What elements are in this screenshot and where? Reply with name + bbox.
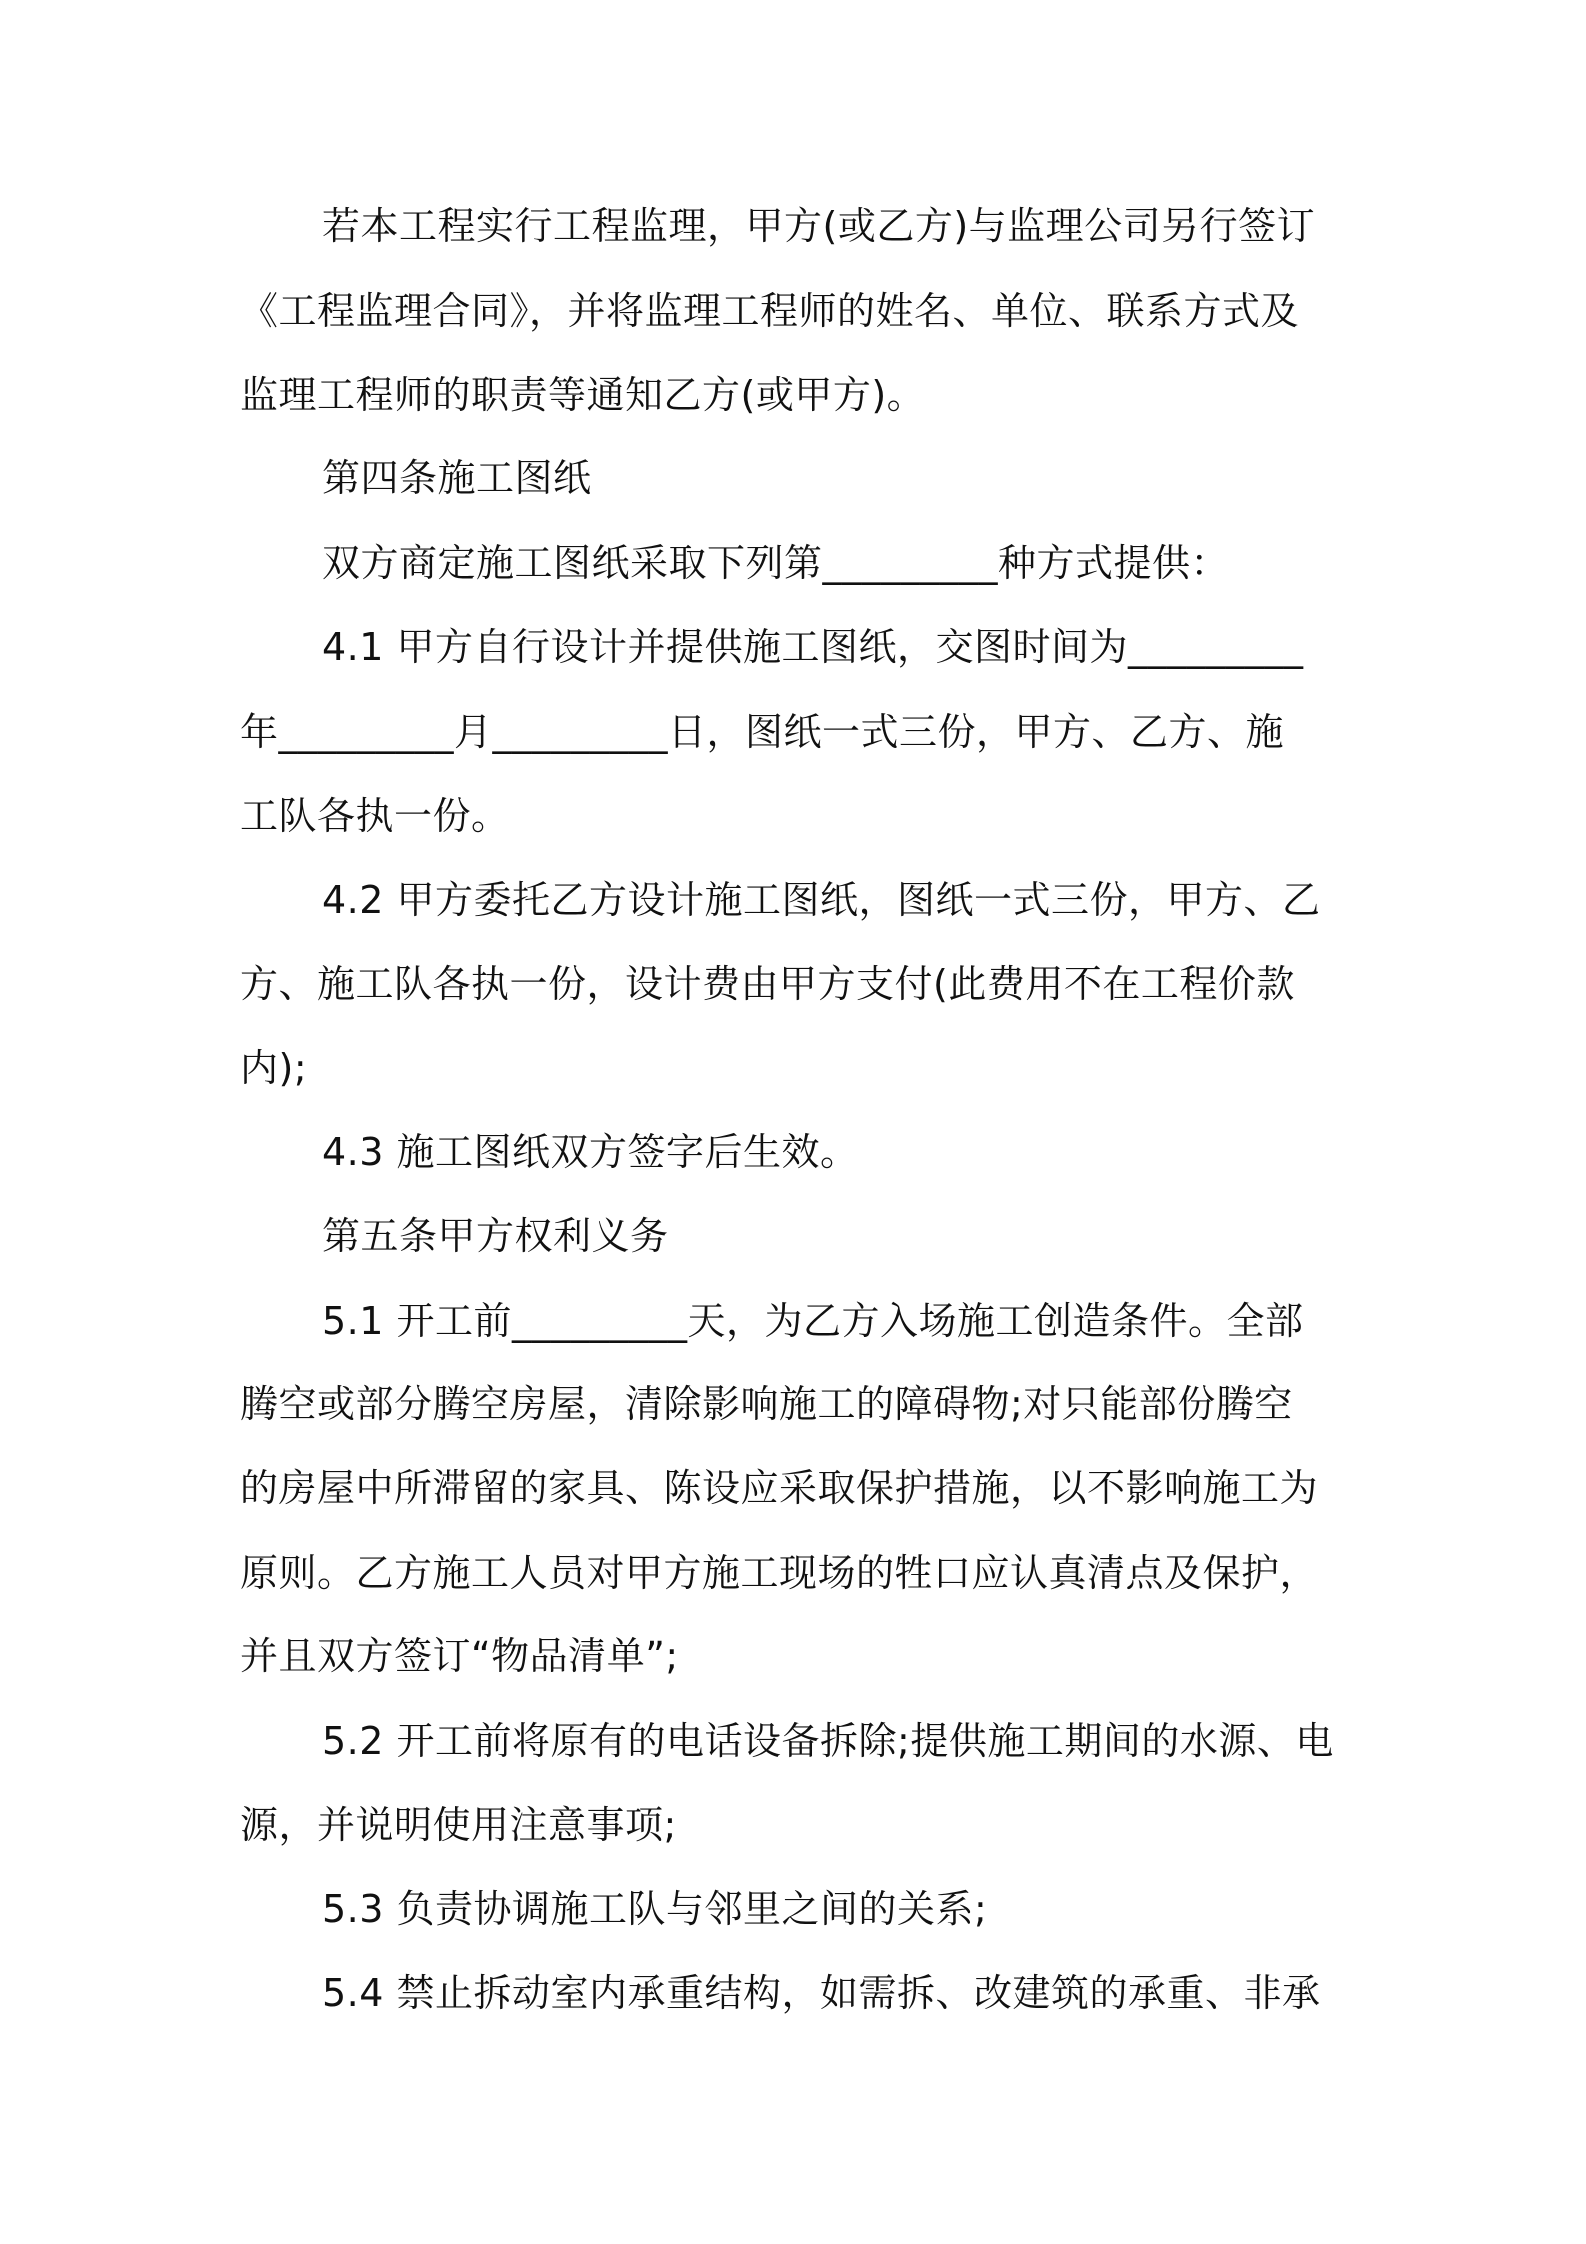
paragraph-line: 内);	[240, 1046, 308, 1090]
clause-line: 5.4 禁止拆动室内承重结构，如需拆、改建筑的承重、非承	[322, 1971, 1321, 2015]
paragraph-line: 工队各执一份。	[240, 794, 510, 838]
clause-line: 4.2 甲方委托乙方设计施工图纸，图纸一式三份，甲方、乙	[322, 878, 1321, 922]
paragraph-line: 腾空或部分腾空房屋，清除影响施工的障碍物;对只能部份腾空	[240, 1382, 1293, 1426]
clause-line: 5.3 负责协调施工队与邻里之间的关系;	[322, 1887, 988, 1931]
paragraph-line: 并且双方签订“物品清单”;	[240, 1634, 679, 1678]
section-heading: 第五条甲方权利义务	[322, 1214, 669, 1258]
paragraph-line: 的房屋中所滞留的家具、陈设应采取保护措施，以不影响施工为	[240, 1466, 1319, 1510]
section-heading: 第四条施工图纸	[322, 456, 592, 500]
paragraph-line: 原则。乙方施工人员对甲方施工现场的牲口应认真清点及保护，	[240, 1551, 1319, 1595]
clause-line: 4.1 甲方自行设计并提供施工图纸，交图时间为_________	[322, 625, 1304, 669]
clause-line: 4.3 施工图纸双方签字后生效。	[322, 1130, 859, 1174]
paragraph-line: 监理工程师的职责等通知乙方(或甲方)。	[240, 373, 926, 417]
paragraph-line: 源，并说明使用注意事项;	[240, 1803, 677, 1847]
paragraph-line: 方、施工队各执一份，设计费由甲方支付(此费用不在工程价款	[240, 962, 1295, 1006]
paragraph-line: 双方商定施工图纸采取下列第_________种方式提供：	[322, 541, 1230, 585]
paragraph-line: 《工程监理合同》，并将监理工程师的姓名、单位、联系方式及	[240, 289, 1300, 333]
clause-line: 5.1 开工前_________天，为乙方入场施工创造条件。全部	[322, 1299, 1304, 1343]
clause-line: 5.2 开工前将原有的电话设备拆除;提供施工期间的水源、电	[322, 1719, 1334, 1763]
paragraph-line: 年_________月_________日，图纸一式三份，甲方、乙方、施	[240, 710, 1285, 754]
paragraph-line: 若本工程实行工程监理，甲方(或乙方)与监理公司另行签订	[322, 204, 1316, 248]
